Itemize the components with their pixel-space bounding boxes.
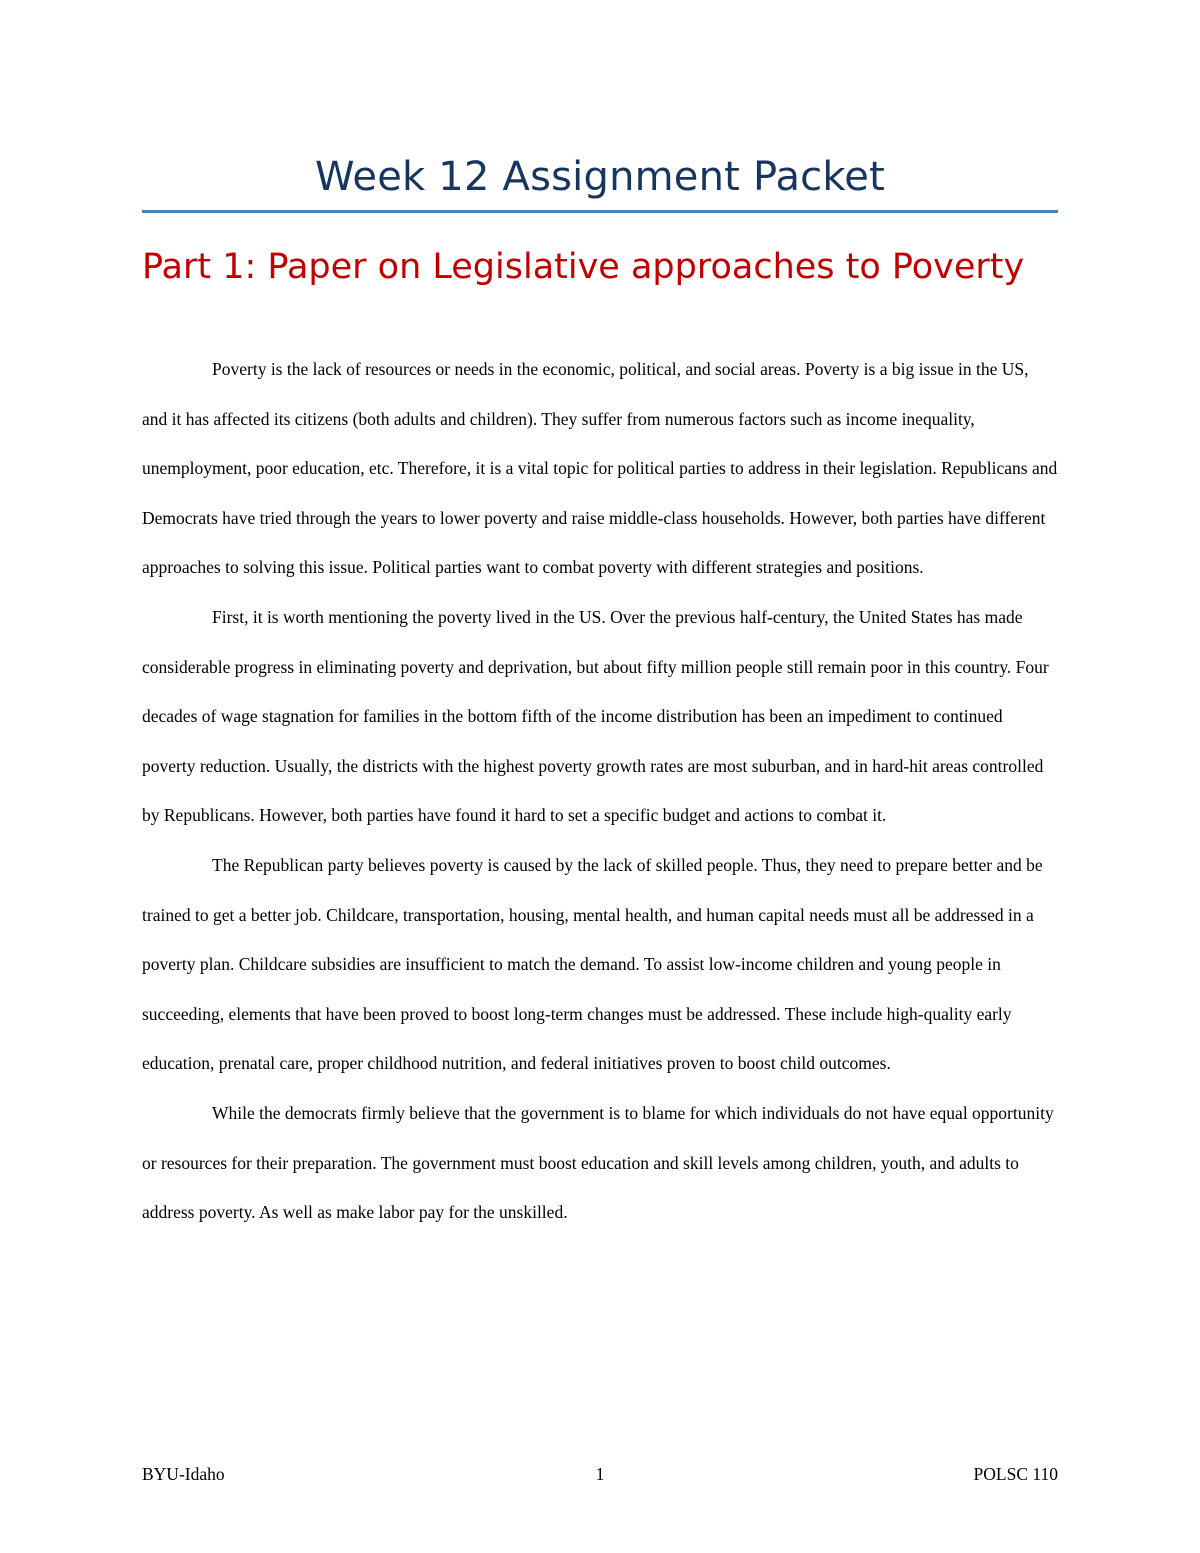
document-title: Week 12 Assignment Packet <box>315 154 885 200</box>
document-body <box>142 345 1058 1238</box>
section-heading: Part 1: Paper on Legislative approaches to Poverty <box>142 247 1025 287</box>
footer-institution: BYU-Idaho <box>142 1464 225 1484</box>
body-paragraph-3: The Republican party believes poverty is caused by the lack of skilled people. Thus, they need to prepare better and be trained to get a better job. Childcare, transportation, housing, mental health, and human capital needs must all be addressed in a poverty plan. Childcare subsidies are insufficient to match the demand. To assist low-income children and young people in succeeding, elements that have been proved to boost long-term changes must be addressed. These include high-quality early education, prenatal care, proper childhood nutrition, and federal initiatives proven to boost child outcomes. <box>142 854 1043 1074</box>
footer-course-code: POLSC 110 <box>973 1464 1058 1484</box>
title-underline-rule <box>142 210 1058 213</box>
body-paragraph-4: While the democrats firmly believe that the government is to blame for which individuals do not have equal opportunity or resources for their preparation. The government must boost education and skill levels among children, youth, and adults to address poverty. As well as make labor pay for the unskilled. <box>142 1102 1054 1223</box>
body-paragraph-1: Poverty is the lack of resources or needs in the economic, political, and social areas. Poverty is a big issue in the US, and it has affected its citizens (both adults and children). They suffer from numerous factors such as income inequality, unemployment, poor education, etc. Therefore, it is a vital topic for political parties to address in their legislation. Republicans and Democrats have tried through the years to lower poverty and raise middle-class households. However, both parties have different approaches to solving this issue. Political parties want to combat poverty with different strategies and positions. <box>142 359 1058 578</box>
footer-page-number: 1 <box>595 1464 605 1484</box>
page-footer <box>142 1462 1058 1486</box>
body-paragraph-2: First, it is worth mentioning the poverty lived in the US. Over the previous half-century, the United States has made considerable progress in eliminating poverty and deprivation, but about fifty million people still remain poor in this country. Four decades of wage stagnation for families in the bottom fifth of the income distribution has been an impediment to continued poverty reduction. Usually, the districts with the highest poverty growth rates are most suburban, and in hard-hit areas controlled by Republicans. However, both parties have found it hard to set a specific budget and actions to combat it. <box>142 606 1049 826</box>
